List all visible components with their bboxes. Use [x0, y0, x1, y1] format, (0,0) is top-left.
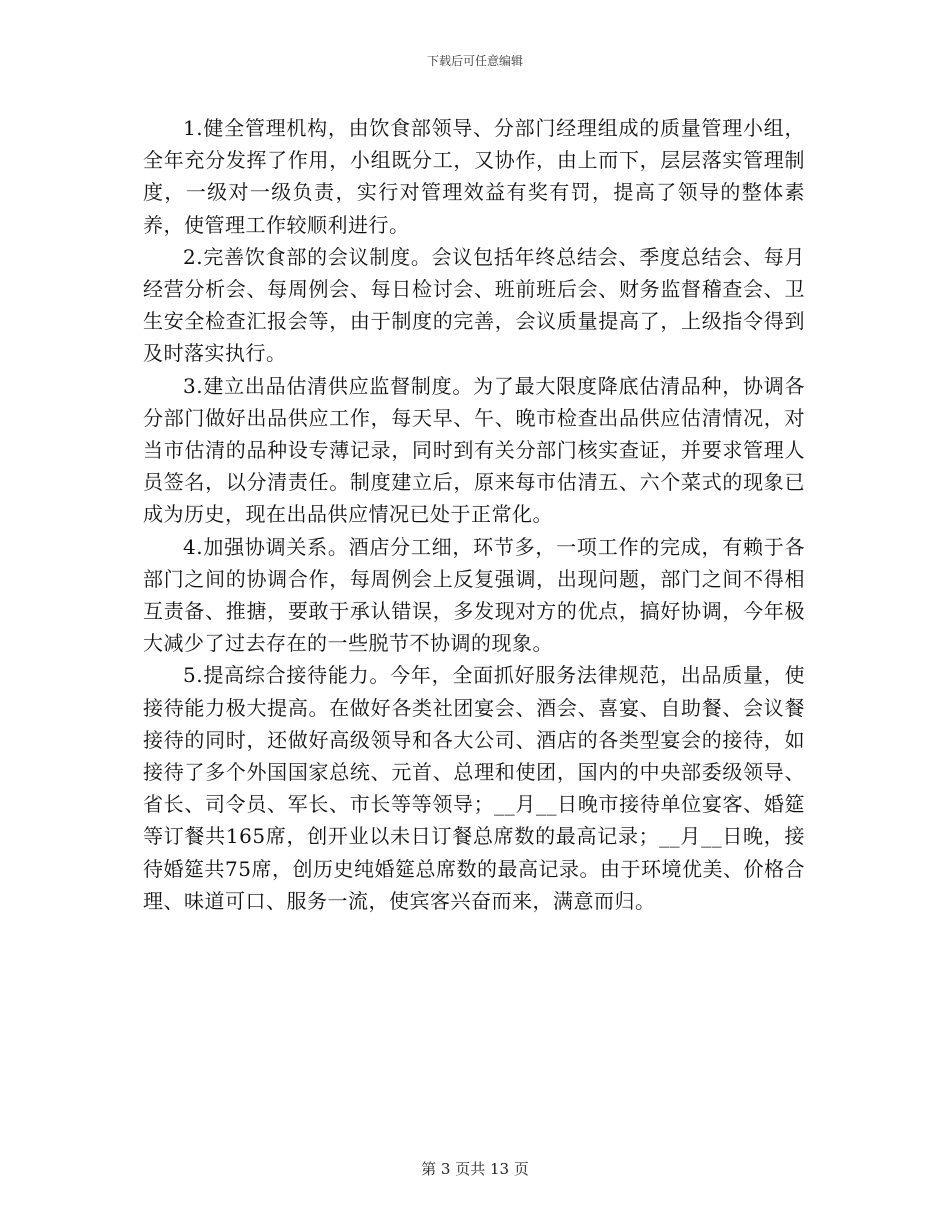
document-body — [143, 112, 805, 917]
paragraph-5: 5.提高综合接待能力。今年，全面抓好服务法律规范，出品质量，使接待能力极大提高。在做好各类社团宴会、酒会、喜宴、自助餐、会议餐接待的同时，还做好高级领导和各大公司、酒店的各类型宴会的接待，如接待了多个外国国家总统、元首、总理和使团，国内的中央部委级领导、省长、司令员、军长、市长等等领导；__月__日晚市接待单位宴客、婚筵等订餐共165席，创开业以未日订餐总席数的最高记录；__月__日晚，接待婚筵共75席，创历史纯婚筵总席数的最高记录。由于环境优美、价格合理、味道可口、服务一流，使宾客兴奋而来，满意而归。 — [143, 663, 805, 913]
paragraph-2: 2.完善饮食部的会议制度。会议包括年终总结会、季度总结会、每月经营分析会、每周例会、每日检讨会、班前班后会、财务监督稽查会、卫生安全检查汇报会等，由于制度的完善，会议质量提高了，上级指令得到及时落实执行。 — [143, 244, 805, 366]
page-header: 下载后可任意编辑 — [426, 54, 523, 68]
paragraph-4: 4.加强协调关系。酒店分工细，环节多，一项工作的完成，有赖于各部门之间的协调合作，每周例会上反复强调，出现问题，部门之间不得相互责备、推搪，要敢于承认错误，多发现对方的优点，搞好协调，今年极大减少了过去存在的一些脱节不协调的现象。 — [143, 534, 805, 656]
page-number-footer: 第 3 页共 13 页 — [421, 1160, 529, 1178]
paragraph-3: 3.建立出品估清供应监督制度。为了最大限度降底估清品种，协调各分部门做好出品供应工作，每天早、午、晚市检查出品供应估清情况，对当市估清的品种设专薄记录，同时到有关分部门核实查证，并要求管理人员签名，以分清责任。制度建立后，原来每市估清五、六个菜式的现象已成为历史，现在出品供应情况已处于正常化。 — [143, 373, 805, 527]
paragraph-1: 1.健全管理机构，由饮食部领导、分部门经理组成的质量管理小组，全年充分发挥了作用，小组既分工，又协作，由上而下，层层落实管理制度，一级对一级负责，实行对管理效益有奖有罚，提高了领导的整体素养，使管理工作较顺利进行。 — [143, 116, 805, 237]
